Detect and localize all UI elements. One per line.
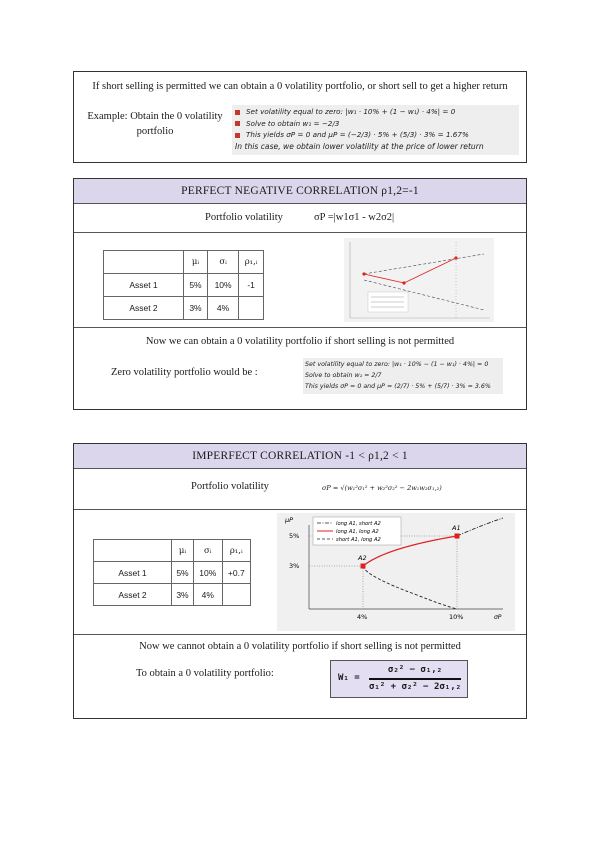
imperfect-correlation-box bbox=[73, 443, 527, 719]
table-header-cell: μᵢ bbox=[184, 251, 208, 274]
section-header: IMPERFECT CORRELATION -1 < ρ1,2 < 1 bbox=[74, 444, 526, 469]
asset-table bbox=[103, 250, 264, 320]
fraction-bar bbox=[369, 678, 461, 680]
table-cell: 3% bbox=[172, 584, 194, 606]
formula-row bbox=[74, 469, 526, 510]
zero-volatility-solution bbox=[303, 358, 503, 394]
bullet-icon bbox=[235, 110, 240, 115]
volatility-formula: σP =|w1σ1 - w2σ2| bbox=[314, 212, 395, 223]
chart-point-label: A2 bbox=[358, 554, 367, 562]
table-cell: Asset 1 bbox=[104, 274, 184, 297]
chart-long-long-line bbox=[404, 258, 456, 283]
chart-point-a2 bbox=[361, 564, 366, 569]
chart-series-long-a1-short-a2 bbox=[457, 518, 503, 536]
table-header-cell: μᵢ bbox=[172, 540, 194, 562]
table-header-cell: ρ₁,ᵢ bbox=[239, 251, 264, 274]
table-cell: -1 bbox=[239, 274, 264, 297]
weight-formula-denominator: σ₁² + σ₂² − 2σ₁,₂ bbox=[368, 682, 462, 692]
data-row bbox=[74, 233, 526, 328]
table-header-cell: ρ₁,ᵢ bbox=[222, 540, 250, 562]
example-step-2: Solve to obtain w₁ = −2/3 bbox=[235, 118, 516, 130]
example-step-1: Set volatility equal to zero: |w₁ · 10% + (1 − w₁) · 4%| = 0 bbox=[235, 106, 516, 118]
formula-label: Portfolio volatility bbox=[205, 212, 283, 223]
chart-legend-label: short A1, long A2 bbox=[336, 537, 381, 543]
bullet-icon bbox=[235, 133, 240, 138]
example-step-3: This yields σP = 0 and μP = (−2/3) · 5% + (5/3) · 3% = 1.67% bbox=[235, 129, 516, 141]
example-solution bbox=[232, 105, 519, 155]
table-header-cell: σᵢ bbox=[193, 540, 222, 562]
table-cell: 5% bbox=[184, 274, 208, 297]
table-row bbox=[104, 297, 264, 320]
chart-upper-dashed-line bbox=[364, 254, 484, 274]
table-header-cell bbox=[94, 540, 172, 562]
table-header-row bbox=[104, 251, 264, 274]
efficient-frontier-chart bbox=[277, 513, 515, 631]
table-row bbox=[94, 584, 251, 606]
short-selling-note: Now we can obtain a 0 volatility portfolio if short selling is not permitted bbox=[145, 336, 455, 347]
chart-x-axis-label: σP bbox=[494, 614, 502, 621]
chart-point-label: A1 bbox=[452, 524, 461, 532]
table-cell bbox=[222, 584, 250, 606]
table-cell: +0.7 bbox=[222, 562, 250, 584]
table-header-row bbox=[94, 540, 251, 562]
formula-label: Portfolio volatility bbox=[191, 481, 269, 492]
chart-y-tick: 5% bbox=[289, 532, 300, 540]
perfect-negative-correlation-box bbox=[73, 178, 527, 410]
zero-volatility-row bbox=[74, 635, 526, 719]
bullet-icon bbox=[235, 121, 240, 126]
weight-formula-numerator: σ₂² − σ₁,₂ bbox=[387, 665, 443, 675]
formula-row bbox=[74, 204, 526, 233]
zero-volatility-label: To obtain a 0 volatility portfolio: bbox=[136, 668, 274, 679]
table-header-cell bbox=[104, 251, 184, 274]
table-cell: 4% bbox=[193, 584, 222, 606]
table-cell bbox=[239, 297, 264, 320]
negative-correlation-chart bbox=[344, 238, 494, 322]
chart-legend-label: long A1, short A2 bbox=[336, 521, 381, 527]
weight-formula-box bbox=[330, 660, 468, 698]
chart-point bbox=[402, 281, 405, 284]
solution-step-3: This yields σP = 0 and μP = (2/7) · 5% + (5/7) · 3% = 3.6% bbox=[305, 383, 491, 390]
chart-series-short-a1-long-a2 bbox=[363, 566, 457, 609]
table-cell: 5% bbox=[172, 562, 194, 584]
table-header-cell: σᵢ bbox=[207, 251, 238, 274]
asset-table bbox=[93, 539, 251, 606]
section-header: PERFECT NEGATIVE CORRELATION ρ1,2=-1 bbox=[74, 179, 526, 204]
chart-legend-label: long A1, long A2 bbox=[336, 529, 379, 535]
example-label: Example: Obtain the 0 volatility portfolio bbox=[87, 111, 223, 137]
zero-volatility-row bbox=[74, 328, 526, 408]
table-cell: Asset 1 bbox=[94, 562, 172, 584]
example-conclusion: In this case, we obtain lower volatility at the price of lower return bbox=[235, 141, 484, 151]
data-row bbox=[74, 510, 526, 635]
chart-x-tick: 10% bbox=[449, 613, 464, 621]
table-row bbox=[104, 274, 264, 297]
table-cell: Asset 2 bbox=[94, 584, 172, 606]
short-selling-box bbox=[73, 71, 527, 163]
chart-point bbox=[362, 272, 365, 275]
zero-volatility-label: Zero volatility portfolio would be : bbox=[111, 367, 258, 378]
solution-step-2: Solve to obtain w₁ = 2/7 bbox=[305, 372, 382, 379]
chart-point-a1 bbox=[455, 534, 460, 539]
chart-y-axis-label: μP bbox=[285, 516, 294, 524]
weight-formula-lhs: W₁ = bbox=[338, 673, 360, 683]
volatility-formula: σP = √(w₁²σ₁² + w₂²σ₂² − 2w₁w₂σ₁,₂) bbox=[322, 484, 442, 492]
table-cell: 10% bbox=[193, 562, 222, 584]
chart-x-tick: 4% bbox=[357, 613, 368, 621]
table-cell: Asset 2 bbox=[104, 297, 184, 320]
short-selling-intro: If short selling is permitted we can obtain a 0 volatility portfolio, or short sell to get a higher return bbox=[92, 81, 508, 92]
table-cell: 4% bbox=[207, 297, 238, 320]
table-row bbox=[94, 562, 251, 584]
table-cell: 10% bbox=[207, 274, 238, 297]
table-cell: 3% bbox=[184, 297, 208, 320]
chart-y-tick: 3% bbox=[289, 562, 300, 570]
short-selling-note: Now we cannot obtain a 0 volatility portfolio if short selling is not permitted bbox=[139, 641, 461, 652]
solution-step-1: Set volatility equal to zero: |w₁ · 10% − (1 − w₁) · 4%| = 0 bbox=[305, 361, 489, 368]
